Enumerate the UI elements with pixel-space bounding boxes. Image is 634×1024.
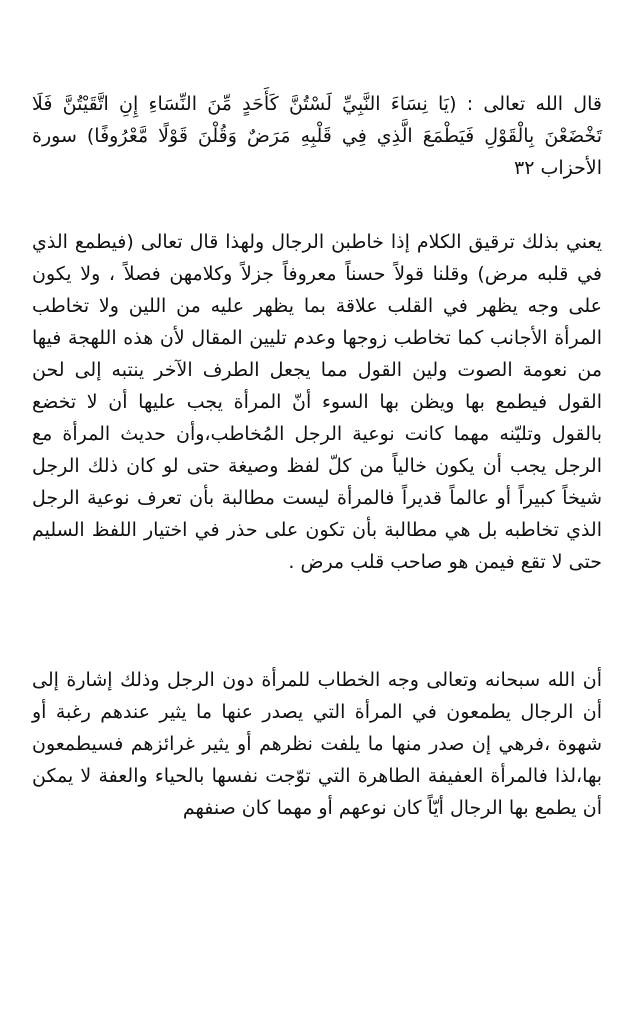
quran-verse-paragraph: قال الله تعالى : (يَا نِسَاءَ النَّبِيِّ لَسْتُنَّ كَأَحَدٍ مِّنَ النِّسَاءِ إِنِ اتَّقَيْتُنَّ فَلَا تَخْضَعْنَ بِالْقَوْلِ فَيَطْمَعَ الَّذِي فِي قَلْبِهِ مَرَضٌ وَقُلْنَ قَوْلًا مَّعْرُوفًا) سورة الأحزاب ٣٢	[32, 93, 602, 179]
conclusion-paragraph: أن الله سبحانه وتعالى وجه الخطاب للمرأة دون الرجل وذلك إشارة إلى أن الرجال يطمعون في المرأة التي يصدر عنها ما يثير عندهم رغبة أو شهوة ،فرهي إن صدر منها ما يلفت نظرهم أو يثير غرائزهم فسيطمعون بها،لذا فالمرأة العفيفة الطاهرة التي توّجت نفسها بالحياء والعفة لا يمكن أن يطمع بها الرجال أيّاً كان نوعهم أو مهما كان صنفهم	[32, 669, 602, 819]
explanation-paragraph: يعني بذلك ترقيق الكلام إذا خاطبن الرجال ولهذا قال تعالى (فيطمع الذي في قلبه مرض) وقلنا قولاً حسناً معروفاً جزلاً وكلامهن فصلاً ، ولا يكون على وجه يظهر في القلب علاقة بما يظهر عليه من اللين ولا تخاطب المرأة الأجانب كما تخاطب زوجها وعدم تليين المقال لأن هذه اللهجة فيها من نعومة الصوت ولين القول مما يجعل الطرف الآخر ينتبه إلى لحن القول فيطمع بها ويظن بها السوء أنّ المرأة يجب عليها أن لا تخضع بالقول وتليّنه مهما كانت نوعية الرجل المُخاطب،وأن حديث المرأة مع الرجل يجب أن يكون خالياً من كلّ لفظ وصيغة حتى لو كان ذلك الرجل شيخاً كبيراً أو عالماً قديراً فالمرأة ليست مطالبة بأن تعرف نوعية الرجل الذي تخاطبه بل هي مطالبة بأن تكون على حذر في اختيار اللفظ السليم حتى لا تقع فيمن هو صاحب قلب مرض .	[32, 231, 602, 573]
